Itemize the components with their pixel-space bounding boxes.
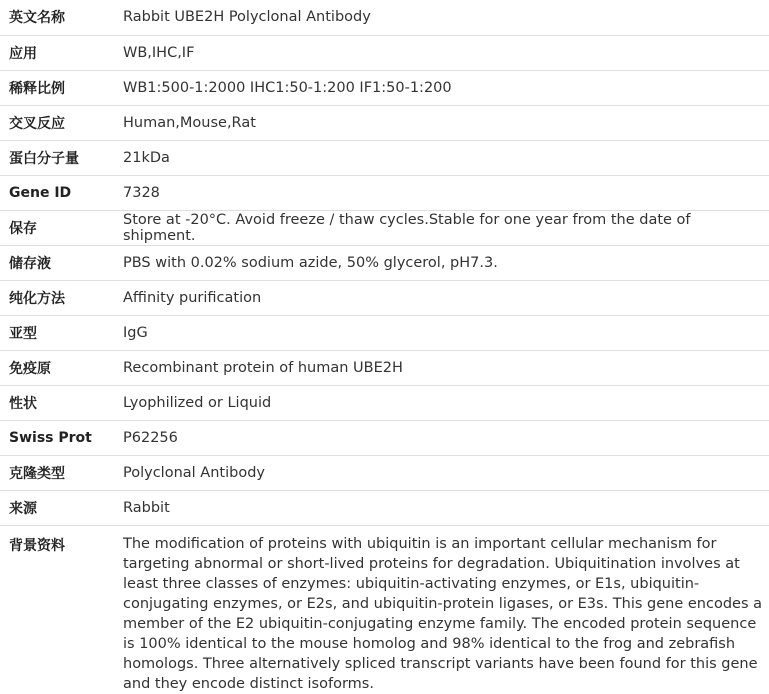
row-storage <box>0 210 769 245</box>
row-value: P62256 <box>114 420 769 455</box>
row-value: 7328 <box>114 175 769 210</box>
row-label: 背景资料 <box>9 537 65 554</box>
row-value: 21kDa <box>114 140 769 175</box>
row-label: 英文名称 <box>0 0 114 35</box>
row-label: 来源 <box>0 490 114 525</box>
row-label: 保存 <box>0 210 114 245</box>
row-value: Recombinant protein of human UBE2H <box>114 350 769 385</box>
row-purification <box>0 280 769 315</box>
row-host-source <box>0 490 769 525</box>
row-label: 交叉反应 <box>0 105 114 140</box>
row-value: Affinity purification <box>114 280 769 315</box>
row-value: Rabbit <box>114 490 769 525</box>
row-value: PBS with 0.02% sodium azide, 50% glycerol, pH7.3. <box>114 245 769 280</box>
row-label: 稀释比例 <box>0 70 114 105</box>
row-value: Polyclonal Antibody <box>114 455 769 490</box>
row-value: Human,Mouse,Rat <box>114 105 769 140</box>
row-application <box>0 35 769 70</box>
row-clonality <box>0 455 769 490</box>
row-form <box>0 385 769 420</box>
row-label: Gene ID <box>0 175 114 210</box>
row-label: 亚型 <box>0 315 114 350</box>
row-value: WB1:500-1:2000 IHC1:50-1:200 IF1:50-1:200 <box>114 70 769 105</box>
row-label: 克隆类型 <box>0 455 114 490</box>
row-background <box>0 525 769 694</box>
row-value: IgG <box>114 315 769 350</box>
row-label: Swiss Prot <box>0 420 114 455</box>
row-english-name <box>0 0 769 35</box>
row-value: WB,IHC,IF <box>114 35 769 70</box>
row-label: 免疫原 <box>0 350 114 385</box>
row-gene-id <box>0 175 769 210</box>
row-value: Store at -20°C. Avoid freeze / thaw cycles.Stable for one year from the date of shipment. <box>114 210 769 245</box>
row-label: 纯化方法 <box>0 280 114 315</box>
row-swiss-prot <box>0 420 769 455</box>
row-immunogen <box>0 350 769 385</box>
row-label: 应用 <box>0 35 114 70</box>
row-cross-reactivity <box>0 105 769 140</box>
row-value: Lyophilized or Liquid <box>114 385 769 420</box>
row-value: Rabbit UBE2H Polyclonal Antibody <box>114 0 769 35</box>
row-isotype <box>0 315 769 350</box>
row-molecular-weight <box>0 140 769 175</box>
row-label: 蛋白分子量 <box>0 140 114 175</box>
row-label: 储存液 <box>0 245 114 280</box>
row-label: 性状 <box>0 385 114 420</box>
background-description: The modification of proteins with ubiquitin is an important cellular mechanism for targeting abnormal or short-lived proteins for degradation. Ubiquitination involves at least three classes of enzymes: ubiquitin-activating enzymes, or E1s, ubiquitin-conjugating enzymes, or E2s, and ubiquitin-protein ligases, or E3s. This gene encodes a member of the E2 ubiquitin-conjugating enzyme family. The encoded protein sequence is 100% identical to the mouse homolog and 98% identical to the frog and zebrafish homologs. Three alternatively spliced transcript variants have been found for this gene and they encode distinct isoforms. <box>123 535 763 692</box>
row-dilution <box>0 70 769 105</box>
row-storage-buffer <box>0 245 769 280</box>
